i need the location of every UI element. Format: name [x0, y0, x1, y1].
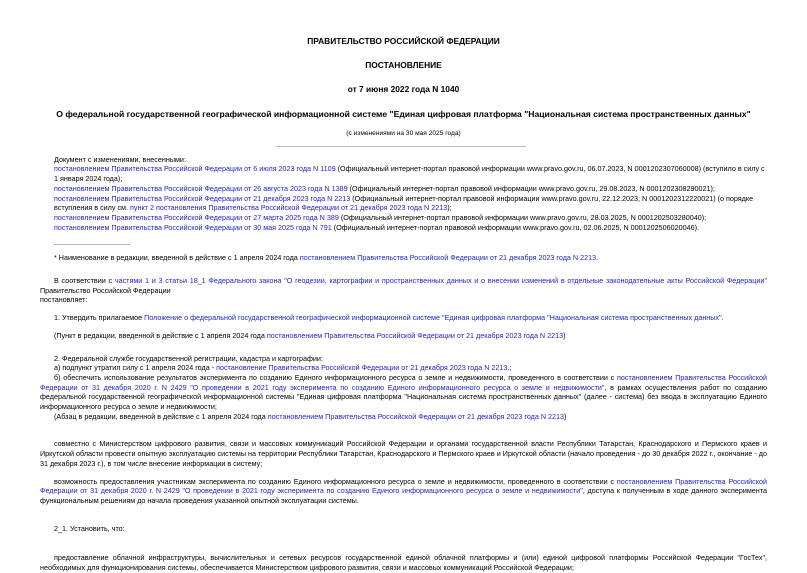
- paragraph-2a: а) подпункт утратил силу с 1 апреля 2024 года - постановление Правительства Российской Федерации от 21 декабря 2023 года N 2213.;: [54, 363, 512, 373]
- amendment-link[interactable]: постановлением Правительства Российской Федерации от 21 декабря 2023 года N 2213: [267, 411, 565, 421]
- regulation-link[interactable]: Положение о федеральной государственной географической информационной системе "Единая цифровая платформа "Национальная система пространственных данных": [144, 313, 722, 323]
- amendment-link[interactable]: постановлением Правительства Российской Федерации от 21 декабря 2023 года N 2213: [266, 330, 564, 340]
- paragraph-2-1a: предоставление облачной инфраструктуры, вычислительных и сетевых ресурсов государственной единой облачной платформы и (или) единой цифровой платформы Российской Федерации "ГосТех", необходимых для функционирования системы, обеспечивается Министерством цифрового развития, связи и массовых коммуникаций Российской Федерации;: [40, 553, 767, 573]
- amendment-link[interactable]: постановлением Правительства Российской Федерации от 26 августа 2023 года N 1389: [54, 183, 348, 193]
- amendment-item: [54, 213, 767, 223]
- divider: [276, 146, 526, 147]
- document-body: [40, 253, 767, 572]
- date-number-heading: от 7 июня 2022 года N 1040: [347, 84, 460, 94]
- amendment-link[interactable]: постановлением Правительства Российской Федерации от 21 декабря 2023 года N 2213: [54, 193, 351, 203]
- footnote-link[interactable]: постановлением Правительства Российской Федерации от 21 декабря 2023 года N 2213: [299, 253, 597, 263]
- experiment-link[interactable]: постановлением Правительства Российской Федерации от 31 декабря 2020 г. N 2429 "О проведении в 2021 году эксперимента по созданию Единого информационного ресурса о земле и недвижимости": [40, 476, 767, 496]
- amendment-text: (Официальный интернет-портал правовой информации www.pravo.gov.ru, 22.12.2023, N 0001202312220021) (о порядке вступления в силу см.: [54, 193, 754, 213]
- footnote: * Наименование в редакции, введенной в действие с 1 апреля 2024 года постановлением Правительства Российской Федерации от 21 декабря 2023 года N 2213.: [54, 253, 599, 263]
- government-heading: ПРАВИТЕЛЬСТВО РОССИЙСКОЙ ФЕДЕРАЦИИ: [307, 36, 500, 46]
- amendment-item: [54, 164, 767, 183]
- paragraph-2c: совместно с Министерством цифрового развития, связи и массовых коммуникаций Российской Федерации и органами государственной власти Республики Татарстан, Краснодарского и Пермского краев и Иркутской области провести опытную эксплуатацию системы на территории Республики Татарстан, Краснодарского и Пермского краев и Иркутской области (начало проведения - до 30 декабря 2022 г., окончание - до 31 декабря 2023 г.), в том числе внесение информации в систему;: [40, 439, 767, 468]
- document-type-heading: ПОСТАНОВЛЕНИЕ: [365, 60, 442, 70]
- paragraph-2-1: 2_1. Установить, что:: [54, 523, 125, 533]
- amendment-link[interactable]: постановлением Правительства Российской Федерации от 6 июля 2023 года N 1109: [54, 164, 336, 174]
- changes-note: (с изменениями на 30 мая 2025 года): [346, 130, 461, 137]
- document-title: О федеральной государственной географической информационной системе "Единая цифровая платформа "Национальная система пространственных данных": [56, 109, 751, 119]
- paragraph-1: 1. Утвердить прилагаемое Положение о федеральной государственной географической информационной системе "Единая цифровая платформа "Национальная система пространственных данных".: [54, 313, 724, 323]
- amendment-text: (Официальный интернет-портал правовой информации www.pravo.gov.ru, 28.03.2025, N 0001202503280040);: [338, 212, 707, 222]
- decides-line: постановляет:: [40, 295, 88, 305]
- amendments-block: [40, 155, 767, 233]
- amendment-item: [54, 194, 767, 213]
- law-link[interactable]: частями 1 и 3 статьи 18_1 Федерального закона "О геодезии, картографии и пространственных данных и о внесении изменений в отдельные законодательные акты Российской Федерации": [114, 276, 768, 286]
- paragraph-1-note: (Пункт в редакции, введенной в действие с 1 апреля 2024 года постановлением Правительства Российской Федерации от 21 декабря 2023 года N 2213): [54, 330, 566, 340]
- paragraph-2d: возможность предоставления участникам эксперимента по созданию Единого информационного ресурса о земле и недвижимости, проведенного в соответствии с постановлением Правительства Российской Федерации от 31 декабря 2020 г. N 2429 "О проведении в 2021 году эксперимента по созданию Единого информационного ресурса о земле и недвижимости", доступа к полученным в ходе данного эксперимента функциональным решениям до начала проведения указанной опытной эксплуатации системы.: [40, 476, 767, 505]
- footnote-divider: [54, 244, 130, 245]
- amendment-item: [54, 184, 767, 194]
- paragraph-2: 2. Федеральной службе государственной регистрации, кадастра и картографии:: [54, 353, 323, 363]
- paragraph-2b-note: (Абзац в редакции, введенной в действие с 1 апреля 2024 года постановлением Правительства Российской Федерации от 21 декабря 2023 года N 2213): [54, 411, 567, 421]
- experiment-link[interactable]: постановлением Правительства Российской Федерации от 31 декабря 2020 г. N 2429 "О проведении в 2021 году эксперимента по созданию Единого информационного ресурса о земле и недвижимости": [40, 372, 767, 392]
- amendments-intro: Документ с изменениями, внесенными:: [54, 154, 186, 164]
- amendment-link[interactable]: постановлением Правительства Российской Федерации от 30 мая 2025 года N 791: [54, 222, 332, 232]
- intro-paragraph: В соответствии с частями 1 и 3 статьи 18_1 Федерального закона "О геодезии, картографии и пространственных данных и о внесении изменений в отдельные законодательные акты Российской Федерации" Правительство Российской Федерации: [40, 276, 768, 295]
- amendment-link[interactable]: постановлением Правительства Российской Федерации от 27 марта 2025 года N 389: [54, 212, 339, 222]
- amendment-item: [54, 223, 767, 233]
- amendment-text: (Официальный интернет-портал правовой информации www.pravo.gov.ru, 06.07.2023, N 0001202307060008) (вступило в силу с 1 января 2024 года);: [54, 164, 765, 184]
- amendment-text: );: [447, 203, 452, 213]
- paragraph-2b: б) обеспечить использование результатов эксперимента по созданию Единого информационного ресурса о земле и недвижимости, проведенного в соответствии с постановлением Правительства Российской Федерации от 31 декабря 2020 г. N 2429 "О проведении в 2021 году эксперимента по созданию Единого информационного ресурса о земле и недвижимости", в рамках осуществления работ по созданию федеральной государственной географической информационной системы "Единая цифровая платформа "Национальная система пространственных данных" (далее - система) без ввода в эксплуатацию Единого информационного ресурса о земле и недвижимости;: [40, 372, 767, 412]
- amendment-link[interactable]: постановление Правительства Российской Федерации от 21 декабря 2023 года N 2213: [216, 363, 508, 373]
- amendment-text: (Официальный интернет-портал правовой информации www.pravo.gov.ru, 02.06.2025, N 0001202506020046).: [331, 222, 699, 232]
- amendment-text: (Официальный интернет-портал правовой информации www.pravo.gov.ru, 29.08.2023, N 0001202308290021);: [347, 183, 715, 193]
- amendment-link[interactable]: пункт 2 постановления Правительства Российской Федерации от 21 декабря 2023 года N 2213: [130, 203, 448, 213]
